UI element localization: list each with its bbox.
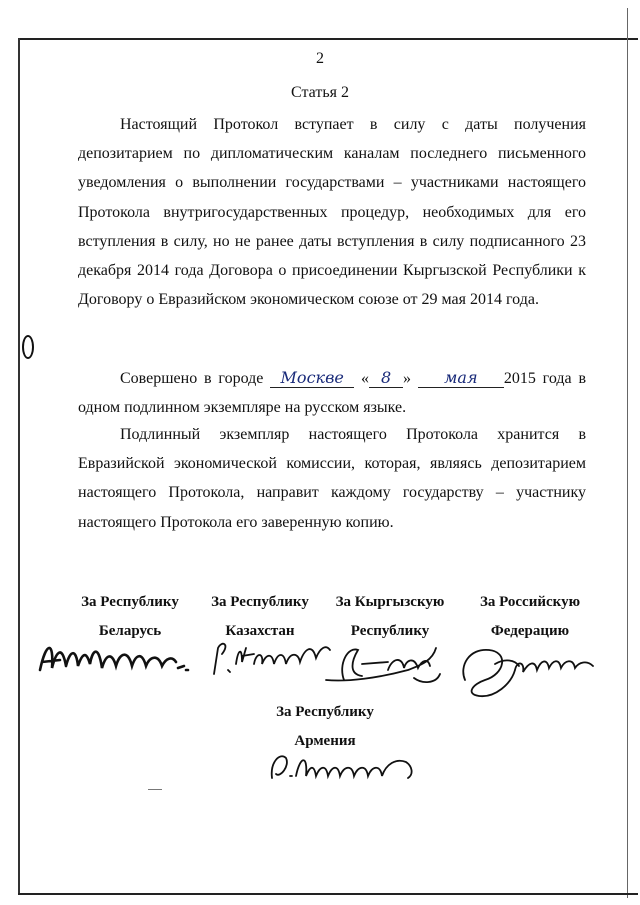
signatory-line2: Республику — [350, 623, 430, 639]
paragraph-depositary: Подлинный экземпляр настоящего Протокола хранится в Евразийской экономической комиссии, которая, являясь депозитарием настоящего Протокола, направит каждому государству – участнику настоящего Протокола его заверенную копию. — [78, 426, 586, 531]
year-suffix: 2015 года в одном подлинном экземпляре на русском языке. — [78, 370, 587, 417]
scan-border-top — [18, 38, 638, 40]
signature-russia — [455, 640, 605, 705]
handwritten-city: Москве — [270, 369, 354, 388]
page-number: 2 — [316, 50, 324, 67]
paragraph-done-in — [78, 364, 586, 422]
signature-belarus — [36, 632, 196, 687]
signature-armenia — [266, 748, 426, 793]
signatory-russia — [468, 588, 592, 646]
scan-border-right — [627, 8, 628, 898]
scan-border-bottom — [18, 893, 638, 895]
signatory-line1: За Республику — [81, 594, 179, 610]
signatory-line1: За Республику — [276, 704, 374, 720]
scan-border-left — [18, 38, 20, 893]
handwritten-month: мая — [418, 369, 504, 388]
open-quote: « — [361, 370, 370, 387]
signatory-line2: Казахстан — [225, 623, 295, 639]
close-quote: » — [403, 370, 412, 387]
signatory-line1: За Кыргызскую — [335, 594, 445, 610]
done-in-prefix: Совершено в городе — [120, 370, 264, 387]
signatory-line2: Армения — [294, 733, 356, 749]
signatory-line2: Федерацию — [490, 623, 570, 639]
signatory-line1: За Российскую — [479, 594, 581, 610]
paragraph-entry-into-force: Настоящий Протокол вступает в силу с даты получения депозитарием по дипломатическим каналам последнего письменного уведомления о выполнении государствами – участниками настоящего Протокола внутригосударственных процедур, необходимых для его вступления в силу, но не ранее даты вступления в силу подписанного 23 декабря 2014 года Договора о присоединении Кыргызской Республики к Договору о Евразийском экономическом союзе от 29 мая 2014 года. — [78, 116, 586, 309]
signatory-line2: Беларусь — [98, 623, 162, 639]
handwritten-day: 8 — [369, 369, 403, 388]
signatory-line1: За Республику — [211, 594, 309, 610]
binder-hole-icon — [22, 335, 34, 359]
article-title: Статья 2 — [291, 84, 349, 101]
signature-kyrgyzstan — [318, 630, 448, 695]
scan-mark — [148, 789, 162, 790]
